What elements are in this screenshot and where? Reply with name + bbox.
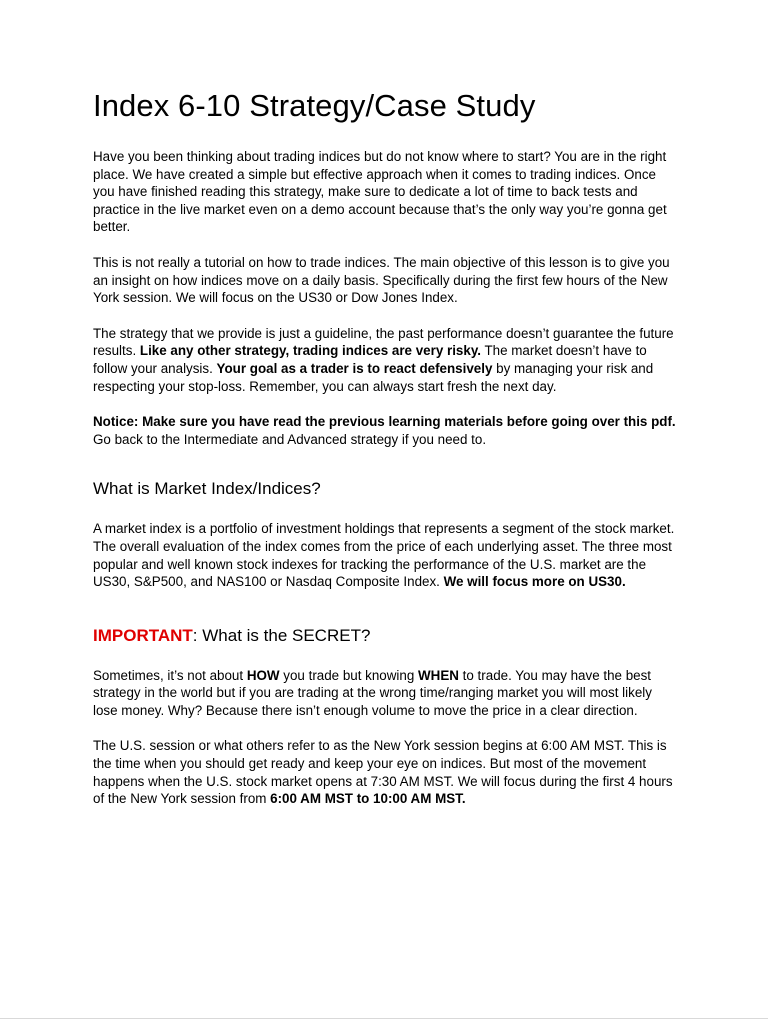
text-run: to trade. You may have the best strategy in the world but if you are trading at the wrong time/ranging market you will most likely lose money. Why? Because there isn’t enough volume to move the price in a clear direction.: [93, 667, 652, 718]
text-run: The strategy that we provide is just a guideline, the past performance doesn’t guarantee the future results.: [93, 325, 674, 359]
document-page: [93, 86, 678, 826]
notice-bold: Notice: Make sure you have read the previous learning materials before going over this pdf.: [93, 414, 676, 430]
intro-paragraph-3: [93, 325, 678, 395]
market-index-paragraph: [93, 520, 678, 590]
page-title: Index 6-10 Strategy/Case Study: [93, 88, 536, 123]
bold-focus-us30: We will focus more on US30.: [443, 574, 626, 590]
bold-trader-goal: Your goal as a trader is to react defensively: [216, 360, 493, 376]
notice-paragraph: [93, 413, 678, 448]
text-run: The U.S. session or what others refer to as the New York session begins at 6:00 AM MST. This is the time when you should get ready and keep your eye on indices. But most of the movement happens when the U.S. stock market opens at 7:30 AM MST. We will focus during the first 4 hours of the New York session from: [93, 738, 673, 807]
text-run: The market doesn’t have to follow your analysis.: [93, 343, 647, 376]
secret-paragraph-1: [93, 667, 678, 720]
section-heading-secret: [93, 625, 678, 647]
page-bottom-divider: [0, 1018, 768, 1019]
secret-paragraph-2: [93, 737, 678, 807]
bold-how: HOW: [246, 667, 280, 683]
intro-paragraph-2: This is not really a tutorial on how to trade indices. The main objective of this lesson is to give you an insight on how indices move on a daily basis. Specifically during the first few hours of the New York session. We will focus on the US30 or Dow Jones Index.: [93, 254, 670, 306]
text-run: you trade but knowing: [279, 667, 419, 683]
text-run: Sometimes, it’s not about: [93, 667, 247, 683]
bold-when: WHEN: [418, 667, 459, 683]
bold-risk-warning: Like any other strategy, trading indices are very risky.: [139, 343, 481, 359]
text-run: Go back to the Intermediate and Advanced strategy if you need to.: [93, 431, 487, 447]
text-run: by managing your risk and respecting your stop-loss. Remember, you can always start fresh the next day.: [93, 360, 654, 394]
intro-paragraph-1: Have you been thinking about trading indices but do not know where to start? You are in the right place. We have created a simple but effective approach when it comes to trading indices. Once you have finished reading this strategy, make sure to dedicate a lot of time to back tests and practice in the live market even on a demo account because that’s the only way you’re gonna get better.: [93, 149, 667, 235]
text-run: : What is the SECRET?: [192, 625, 371, 645]
bold-session-hours: 6:00 AM MST to 10:00 AM MST.: [270, 791, 466, 807]
important-label: IMPORTANT: [93, 625, 193, 645]
section-heading-market-index: What is Market Index/Indices?: [93, 479, 321, 499]
text-run: A market index is a portfolio of investment holdings that represents a segment of the stock market. The overall evaluation of the index comes from the price of each underlying asset. The three most popular and well known stock indexes for tracking the performance of the U.S. market are the US30, S&P500, and NAS100 or Nasdaq Composite Index.: [93, 521, 675, 590]
